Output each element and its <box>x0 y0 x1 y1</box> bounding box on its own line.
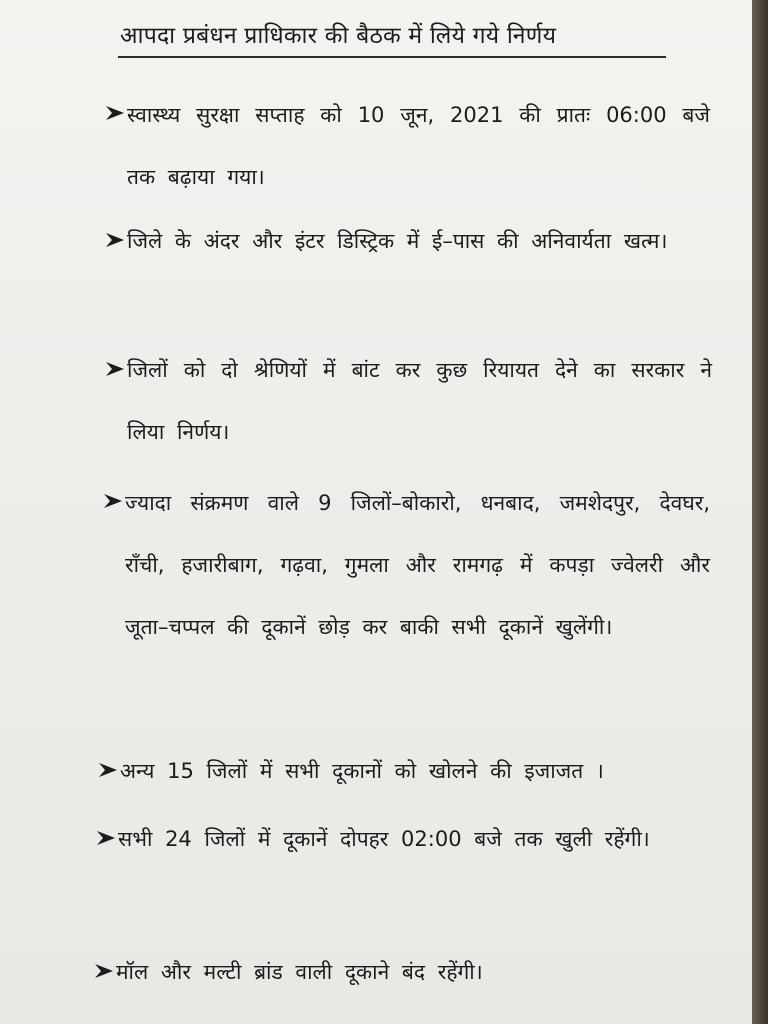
list-item: सभी 24 जिलों में दूकानें दोपहर 02:00 बजे तक खुली रहेंगी। <box>118 827 650 851</box>
page-title: आपदा प्रबंधन प्राधिकार की बैठक में लिये गये निर्णय <box>120 23 557 49</box>
arrowhead-bullet-icon <box>104 104 126 122</box>
arrowhead-bullet-icon <box>104 231 126 249</box>
arrowhead-bullet-icon <box>97 761 119 779</box>
list-item: मॉल और मल्टी ब्रांड वाली दूकाने बंद रहेंगी। <box>116 960 483 984</box>
list-item: ज्यादा संक्रमण वाले 9 जिलों–बोकारो, धनबाद, जमशेदपुर, देवघर, राँची, हजारीबाग, गढ़वा, गुमला और रामगढ़ में कपड़ा ज्वेलरी और जूता–चप्पल की दूकानें छोड़ कर बाकी सभी दूकानें खुलेंगी। <box>125 491 710 639</box>
list-item: जिले के अंदर और इंटर डिस्ट्रिक में ई–पास की अनिवार्यता खत्म। <box>127 229 668 253</box>
arrowhead-bullet-icon <box>93 962 115 980</box>
list-item: अन्य 15 जिलों में सभी दूकानों को खोलने की इजाजत । <box>120 759 604 783</box>
title-underline <box>118 56 666 58</box>
arrowhead-bullet-icon <box>95 829 117 847</box>
list-item: स्वास्थ्य सुरक्षा सप्ताह को 10 जून, 2021 की प्रातः 06:00 बजे तक बढ़ाया गया। <box>127 103 710 189</box>
list-item: जिलों को दो श्रेणियों में बांट कर कुछ रियायत देने का सरकार ने लिया निर्णय। <box>127 358 712 444</box>
arrowhead-bullet-icon <box>102 492 124 510</box>
background-edge <box>752 0 768 1024</box>
arrowhead-bullet-icon <box>104 360 126 378</box>
